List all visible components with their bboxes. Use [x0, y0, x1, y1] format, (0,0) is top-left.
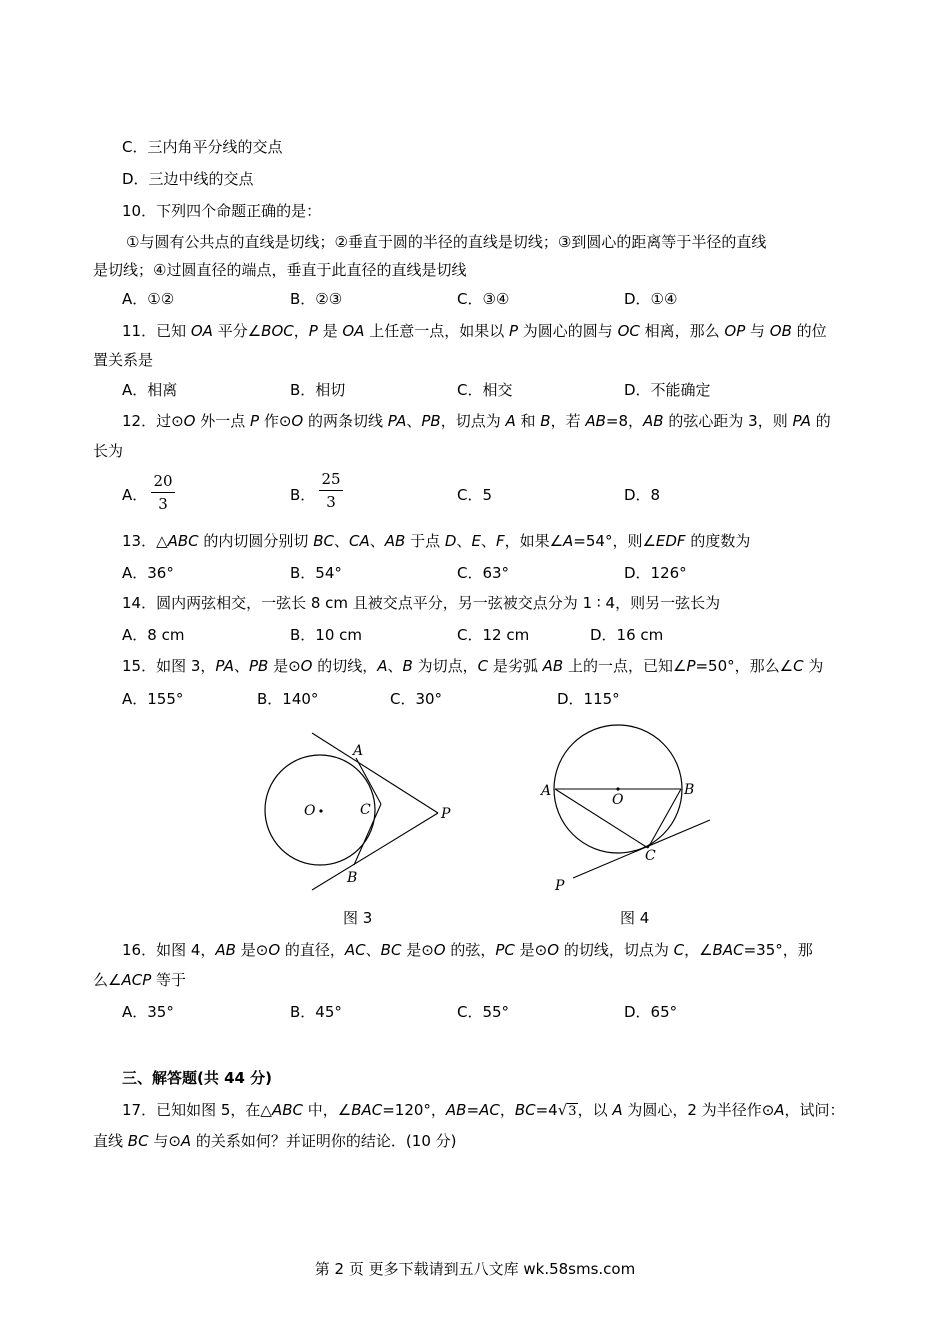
- q14-option-b: B．10 cm: [290, 626, 363, 644]
- sqrt-sign: √: [557, 1101, 568, 1119]
- q9-option-c: C．三内角平分线的交点: [122, 138, 283, 156]
- fig4-label-b: B: [684, 782, 695, 798]
- q10-body-line1: ①与圆有公共点的直线是切线；②垂直于圆的半径的直线是切线；③到圆心的距离等于半径的直线: [126, 233, 767, 251]
- q13-option-b: B．54°: [290, 564, 342, 582]
- q11-option-d: D．不能确定: [624, 381, 711, 399]
- q15-option-b: B．140°: [257, 690, 319, 708]
- q10-option-d: D．①④: [624, 290, 678, 308]
- figure-3-diagram: [250, 722, 470, 907]
- q12-option-a-fraction: [151, 472, 175, 513]
- q16-option-c: C．55°: [457, 1003, 510, 1021]
- q13-option-c: C．63°: [457, 564, 510, 582]
- q15-stem: 15．如图 3，PA、PB 是⊙O 的切线，A、B 为切点，C 是劣弧 AB 上的一点，已知∠P=50°，那么∠C 为: [122, 657, 824, 675]
- fig3-label-o: O: [304, 803, 316, 819]
- q12-option-b-label: B．: [290, 486, 316, 504]
- fig4-label-p: P: [555, 878, 565, 894]
- numerator: 25: [321, 470, 341, 488]
- fig3-center-dot: [319, 809, 322, 812]
- fig4-label-o: O: [612, 792, 624, 808]
- figure-4-diagram: [535, 718, 720, 898]
- q14-stem: 14．圆内两弦相交，一弦长 8 cm 且被交点平分，另一弦被交点分为 1 ∶ 4，则另一弦长为: [122, 594, 721, 612]
- denominator: 3: [326, 493, 336, 511]
- q12-stem-line1: 12．过⊙O 外一点 P 作⊙O 的两条切线 PA、PB，切点为 A 和 B，若 AB=8，AB 的弦心距为 3，则 PA 的: [122, 412, 831, 430]
- q15-option-c: C．30°: [390, 690, 443, 708]
- q12-stem-line2: 长为: [93, 442, 124, 460]
- q14-option-c: C．12 cm: [457, 626, 530, 644]
- q16-option-d: D．65°: [624, 1003, 678, 1021]
- q11-stem-line2: 置关系是: [93, 351, 154, 369]
- q10-body-line2: 是切线；④过圆直径的端点，垂直于此直径的直线是切线: [93, 261, 467, 279]
- q10-stem: 10．下列四个命题正确的是：: [122, 202, 322, 220]
- numerator: 20: [153, 472, 173, 490]
- fig3-chord-ac: [356, 758, 381, 804]
- section-3-heading: 三、解答题(共 44 分): [122, 1069, 273, 1087]
- q11-stem-line1: 11．已知 OA 平分∠BOC，P 是 OA 上任意一点，如果以 P 为圆心的圆与 OC 相离，那么 OP 与 OB 的位: [122, 322, 827, 340]
- q12-option-a-label: A．: [122, 486, 148, 504]
- q16-stem-line2: 么∠ACP 等于: [93, 971, 187, 989]
- page-footer: 第 2 页 更多下载请到五八文库 wk.58sms.com: [314, 1260, 636, 1278]
- q11-option-c: C．相交: [457, 381, 513, 399]
- fig3-label-p: P: [441, 806, 451, 822]
- q12-option-b-fraction: [319, 470, 343, 511]
- q13-option-d: D．126°: [624, 564, 687, 582]
- q13-stem: 13．△ABC 的内切圆分别切 BC、CA、AB 于点 D、E、F，如果∠A=54°，则∠EDF 的度数为: [122, 532, 751, 550]
- q15-option-d: D．115°: [557, 690, 620, 708]
- q17-stem-line2: 直线 BC 与⊙A 的关系如何？并证明你的结论．(10 分): [93, 1132, 457, 1150]
- q14-option-a: A．8 cm: [122, 626, 185, 644]
- q11-option-a: A．相离: [122, 381, 178, 399]
- sqrt-radicand: 3: [568, 1104, 577, 1119]
- fig4-label-c: C: [645, 848, 656, 864]
- q16-option-a: A．35°: [122, 1003, 174, 1021]
- q16-stem-line1: 16．如图 4，AB 是⊙O 的直径，AC、BC 是⊙O 的弦，PC 是⊙O 的切线，切点为 C，∠BAC=35°，那: [122, 941, 813, 959]
- q10-option-a: A．①②: [122, 290, 175, 308]
- fig4-label-a: A: [541, 783, 552, 799]
- fig4-chord-ac: [555, 789, 648, 848]
- figure-4-caption: 图 4: [620, 909, 650, 927]
- fig3-tangent-pa: [312, 733, 438, 813]
- figure-3-caption: 图 3: [343, 909, 373, 927]
- fig3-label-a: A: [353, 743, 364, 759]
- fig3-label-b: B: [347, 870, 358, 886]
- fig4-tangent-pc: [573, 820, 710, 878]
- fig3-label-c: C: [360, 802, 371, 818]
- fig3-tangent-pb: [312, 813, 438, 890]
- q15-option-a: A．155°: [122, 690, 184, 708]
- q17-stem-line1: 17．已知如图 5，在△ABC 中，∠BAC=120°，AB=AC，BC=4√3，以 A 为圆心，2 为半径作⊙A，试问：: [122, 1101, 845, 1119]
- q16-option-b: B．45°: [290, 1003, 342, 1021]
- q10-option-b: B．②③: [290, 290, 343, 308]
- denominator: 3: [158, 495, 168, 513]
- q11-option-b: B．相切: [290, 381, 346, 399]
- q14-option-d: D．16 cm: [590, 626, 664, 644]
- q10-option-c: C．③④: [457, 290, 510, 308]
- q13-option-a: A．36°: [122, 564, 174, 582]
- q12-option-c: C．5: [457, 486, 493, 504]
- q12-option-d: D．8: [624, 486, 661, 504]
- fig4-center-dot: [616, 787, 619, 790]
- q9-option-d: D．三边中线的交点: [122, 170, 254, 188]
